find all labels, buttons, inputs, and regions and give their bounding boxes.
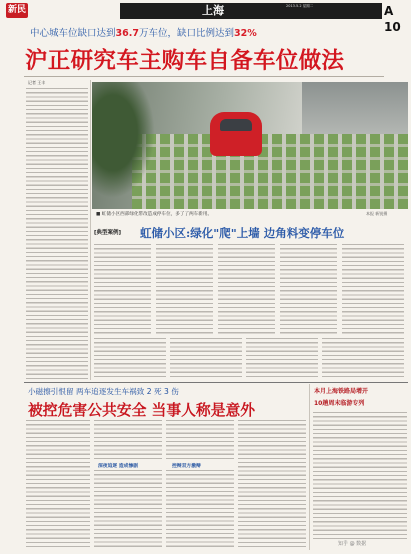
kicker-value-2: 32% [233, 28, 257, 39]
parking-photo [92, 82, 408, 209]
bottom-inline-head-1: 深夜追逐 造成惨剧 [98, 464, 139, 469]
section-title: 上海 [202, 4, 224, 17]
bottom-col-3a [166, 420, 234, 460]
lower-body-col-3 [246, 338, 318, 380]
bottom-headline: 被控危害公共安全 当事人称是意外 [28, 402, 256, 419]
sidebar-title-line-1: 本月上海铁路局增开 [314, 388, 369, 395]
bottom-inline-head-2: 控辩双方激辩 [172, 464, 201, 469]
sub-body-col-2 [156, 244, 213, 334]
kicker-value-1: 36.7 [115, 28, 139, 39]
bottom-col-2a [94, 420, 162, 460]
red-car [210, 112, 262, 156]
sub-story-tag: [典型案例] [94, 230, 122, 236]
bottom-col-4 [238, 420, 306, 548]
photo-credit: 本报 新锐摄 [366, 211, 388, 216]
bottom-kicker: 小磁擦引恨留 两车追逐发生车祸致 2 死 3 伤 [28, 387, 179, 396]
bottom-col-2b [94, 470, 162, 548]
masthead-meta: 2013.5.2 星期二 [286, 4, 314, 8]
watermark: 知乎 @ 数据 [338, 541, 367, 547]
lower-body-col-1 [94, 338, 166, 380]
headline-rule [24, 76, 384, 77]
sub-story-headline: 虹储小区:绿化"爬"上墙 边角料变停车位 [140, 226, 345, 240]
lead-body-text [26, 88, 88, 382]
bottom-col-3b [166, 470, 234, 548]
sub-body-col-4 [280, 244, 337, 334]
bottom-col-1 [26, 420, 90, 548]
sidebar-body [313, 412, 407, 540]
kicker-prefix: 中心城车位缺口达到 [30, 28, 116, 39]
sub-body-col-3 [218, 244, 275, 334]
lead-byline: 记者 王丰 [28, 80, 46, 85]
sub-body-col-5 [342, 244, 404, 334]
lower-body-col-4 [322, 338, 404, 380]
kicker-mid: 万车位，缺口比例达到 [138, 28, 234, 39]
sub-body-col-1 [94, 244, 151, 334]
lower-body-col-2 [170, 338, 242, 380]
photo-caption: ■ 虹储小区西部绿化带改造成停车位，多了了两车新用。 [96, 212, 213, 217]
lead-kicker [30, 25, 257, 39]
sidebar-title-line-2: 10趟周末临游专列 [314, 400, 365, 407]
sidebar-divider [309, 384, 310, 550]
page-number: A 10 [384, 4, 401, 34]
newspaper-logo: 新民 [6, 3, 28, 18]
lead-headline: 沪正研究车主购车自备车位做法 [25, 48, 345, 74]
section-rule [24, 382, 408, 383]
column-divider [90, 80, 91, 380]
